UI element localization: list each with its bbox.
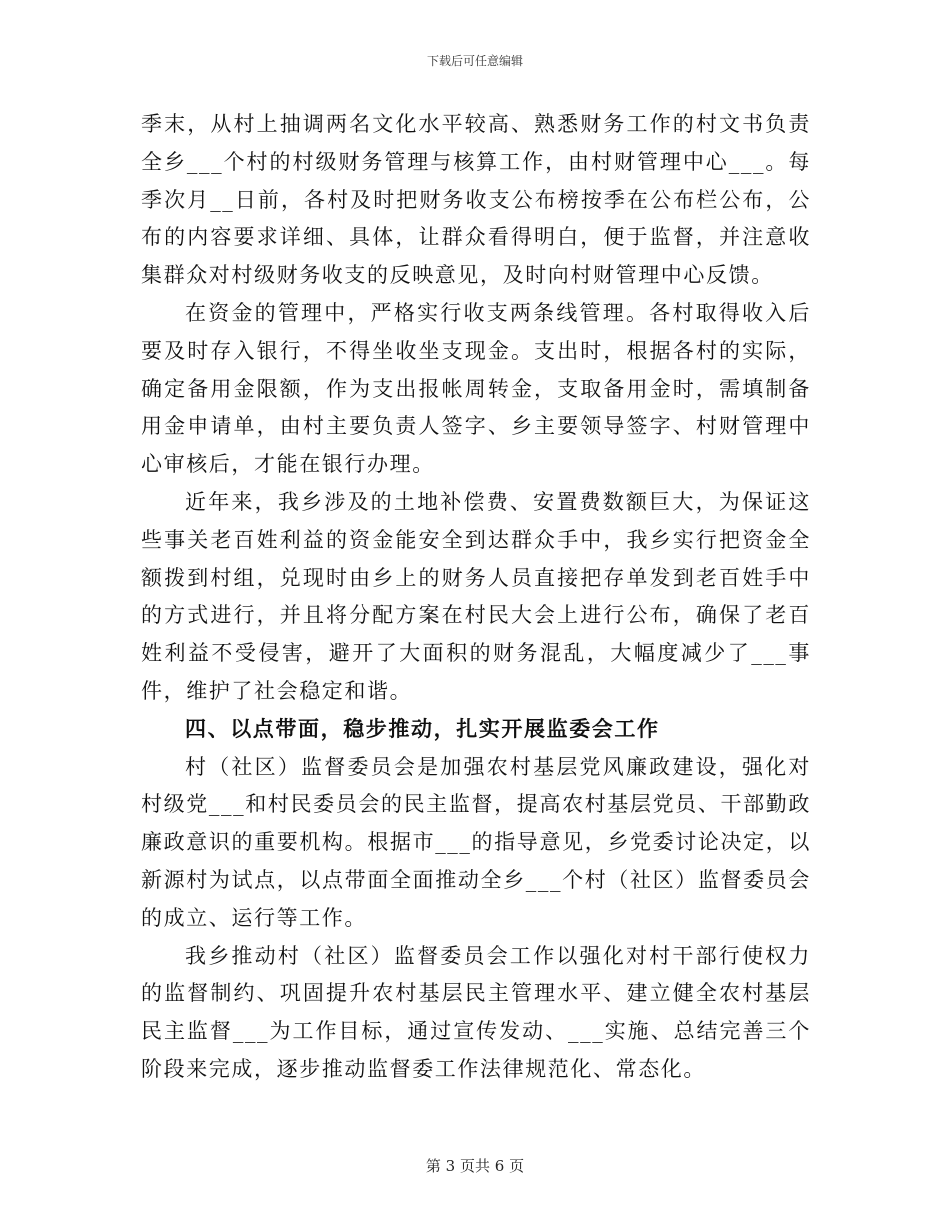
page-header: 下载后可任意编辑 bbox=[426, 54, 523, 68]
paragraph-3: 近年来，我乡涉及的土地补偿费、安置费数额巨大，为保证这些事关老百姓利益的资金能安全到达群众手中，我乡实行把资金全额拨到村组，兑现时由乡上的财务人员直接把存单发到老百姓手中的方式进行，并且将分配方案在村民大会上进行公布，确保了老百姓利益不受侵害，避开了大面积的财务混乱，大幅度减少了___事件，维护了社会稳定和谐。 bbox=[141, 489, 811, 703]
paragraph-4: 村（社区）监督委员会是加强农村基层党风廉政建设，强化对村级党___和村民委员会的民主监督，提高农村基层党员、干部勤政廉政意识的重要机构。根据市___的指导意见，乡党委讨论决定，以新源村为试点，以点带面全面推动全乡___个村（社区）监督委员会的成立、运行等工作。 bbox=[141, 754, 811, 930]
document-body bbox=[141, 106, 811, 1089]
paragraph-2: 在资金的管理中，严格实行收支两条线管理。各村取得收入后要及时存入银行，不得坐收坐支现金。支出时，根据各村的实际，确定备用金限额，作为支出报帐周转金，支取备用金时，需填制备用金申请单，由村主要负责人签字、乡主要领导签字、村财管理中心审核后，才能在银行办理。 bbox=[141, 300, 811, 477]
paragraph-1: 季末，从村上抽调两名文化水平较高、熟悉财务工作的村文书负责全乡___个村的村级财务管理与核算工作，由村财管理中心___。每季次月__日前，各村及时把财务收支公布榜按季在公布栏公布，公布的内容要求详细、具体，让群众看得明白，便于监督，并注意收集群众对村级财务收支的反映意见，及时向村财管理中心反馈。 bbox=[141, 112, 811, 288]
section-heading: 四、以点带面，稳步推动，扎实开展监委会工作 bbox=[185, 716, 660, 741]
page-number: 第 3 页共 6 页 bbox=[425, 1157, 525, 1175]
paragraph-5: 我乡推动村（社区）监督委员会工作以强化对村干部行使权力的监督制约、巩固提升农村基层民主管理水平、建立健全农村基层民主监督___为工作目标，通过宣传发动、___实施、总结完善三个阶段来完成，逐步推动监督委工作法律规范化、常态化。 bbox=[141, 943, 811, 1081]
